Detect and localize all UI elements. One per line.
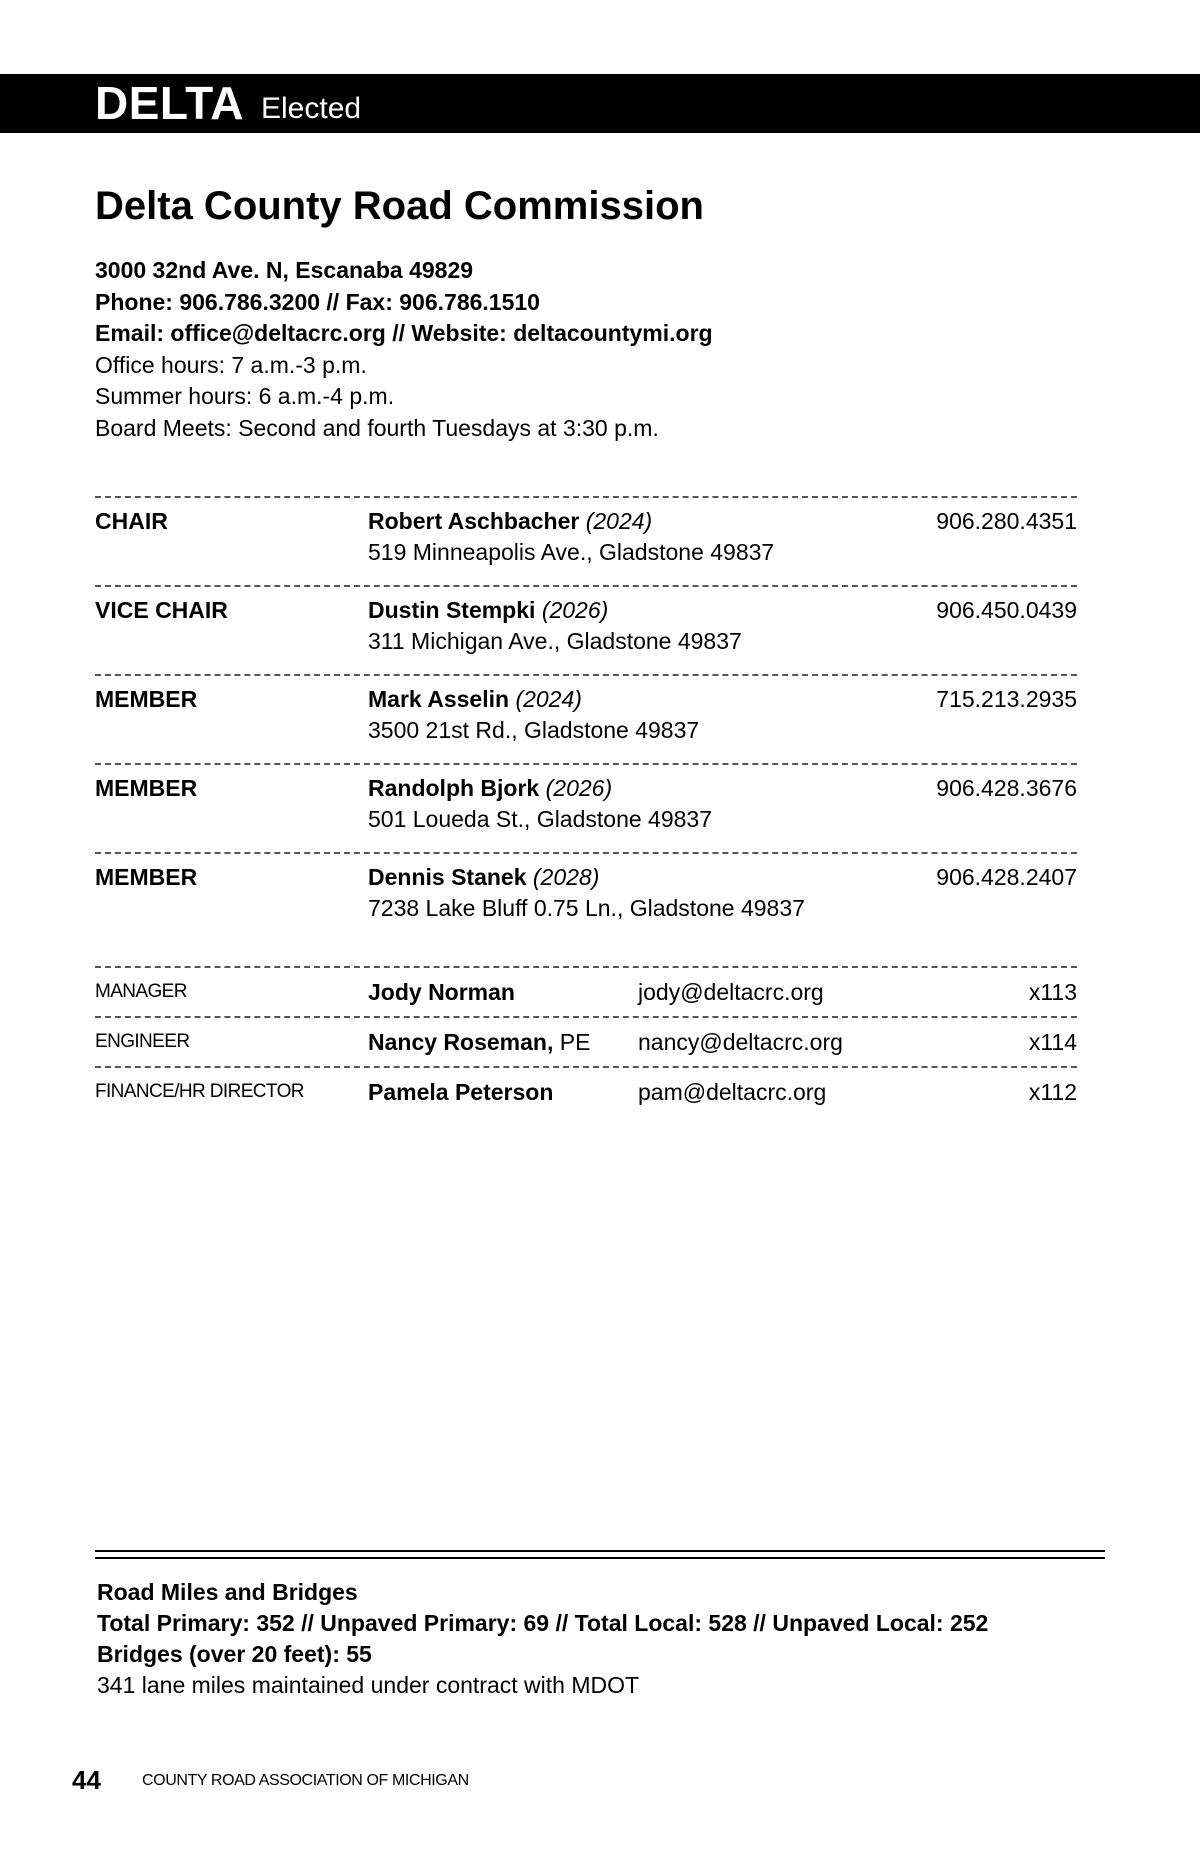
board-title: CHAIR (95, 508, 168, 534)
road-miles-totals: Total Primary: 352 // Unpaved Primary: 69 // Total Local: 528 // Unpaved Local: 252 (97, 1610, 989, 1636)
board-member-phone: 906.450.0439 (936, 597, 1077, 623)
board-member-row (95, 773, 1077, 843)
divider (95, 496, 1077, 498)
board-member-row (95, 862, 1077, 932)
board-member-address: 519 Minneapolis Ave., Gladstone 49837 (368, 539, 775, 565)
staff-extension: x113 (1028, 979, 1077, 1005)
divider (95, 966, 1077, 968)
board-member-address: 7238 Lake Bluff 0.75 Ln., Gladstone 49837 (368, 895, 805, 921)
board-title: MEMBER (95, 864, 198, 890)
divider (95, 585, 1077, 587)
board-member-address: 501 Loueda St., Gladstone 49837 (368, 806, 713, 832)
bridges-count: Bridges (over 20 feet): 55 (97, 1641, 372, 1667)
road-miles-heading: Road Miles and Bridges (97, 1579, 358, 1605)
org-phone-fax: Phone: 906.786.3200 // Fax: 906.786.1510 (95, 288, 540, 315)
org-board-meets: Board Meets: Second and fourth Tuesdays at 3:30 p.m. (95, 414, 659, 441)
board-member-row (95, 506, 1077, 576)
term-year: (2028) (532, 864, 600, 890)
board-member-name: Dustin Stempki (2026) (368, 597, 609, 623)
staff-name: Nancy Roseman, PE (368, 1029, 591, 1055)
board-member-name: Robert Aschbacher (2024) (368, 508, 653, 534)
board-member-name: Randolph Bjork (2026) (368, 775, 613, 801)
divider (95, 674, 1077, 676)
board-member-address: 311 Michigan Ave., Gladstone 49837 (368, 628, 742, 654)
org-address: 3000 32nd Ave. N, Escanaba 49829 (95, 257, 474, 283)
board-title: MEMBER (95, 775, 198, 801)
org-office-hours: Office hours: 7 a.m.-3 p.m. (95, 351, 367, 378)
divider (95, 763, 1077, 765)
county-name: DELTA (95, 77, 244, 129)
lane-miles-note: 341 lane miles maintained under contract with MDOT (97, 1672, 640, 1698)
section-rule (95, 1550, 1105, 1552)
staff-title: FINANCE/HR DIRECTOR (95, 1081, 304, 1102)
term-year: (2026) (545, 775, 613, 801)
board-member-row (95, 684, 1077, 754)
page-number: 44 (72, 1765, 101, 1795)
staff-name: Pamela Peterson (368, 1079, 554, 1105)
staff-email-link[interactable]: pam@deltacrc.org (638, 1079, 827, 1105)
staff-title: MANAGER (95, 981, 187, 1002)
board-member-address: 3500 21st Rd., Gladstone 49837 (368, 717, 700, 743)
staff-credential: PE (553, 1029, 591, 1055)
org-summer-hours: Summer hours: 6 a.m.-4 p.m. (95, 383, 395, 409)
staff-row (95, 975, 1077, 1009)
board-member-phone: 906.428.2407 (936, 864, 1077, 890)
board-title: MEMBER (95, 686, 198, 712)
board-member-row (95, 595, 1077, 665)
staff-row (95, 1075, 1077, 1109)
publication-name: COUNTY ROAD ASSOCIATION OF MICHIGAN (142, 1772, 469, 1789)
staff-extension: x112 (1028, 1079, 1077, 1105)
term-year: (2024) (515, 686, 582, 712)
staff-row (95, 1025, 1077, 1059)
page-title: Delta County Road Commission (95, 184, 704, 228)
term-year: (2026) (541, 597, 609, 623)
road-miles-section (97, 1577, 988, 1701)
term-year: (2024) (585, 508, 653, 534)
section-label: Elected (261, 92, 362, 125)
staff-name: Jody Norman (368, 979, 515, 1005)
org-email-website: Email: office@deltacrc.org // Website: deltacountymi.org (95, 320, 713, 346)
org-info (95, 255, 713, 444)
staff-email-link[interactable]: nancy@deltacrc.org (638, 1029, 843, 1055)
board-member-phone: 906.428.3676 (936, 775, 1077, 801)
divider (95, 852, 1077, 854)
board-member-phone: 906.280.4351 (936, 508, 1077, 534)
board-member-name: Dennis Stanek (2028) (368, 864, 600, 890)
staff-email-link[interactable]: jody@deltacrc.org (638, 979, 824, 1005)
section-rule (95, 1557, 1105, 1559)
divider (95, 1016, 1077, 1018)
board-member-name: Mark Asselin (2024) (368, 686, 582, 712)
staff-title: ENGINEER (95, 1031, 190, 1052)
board-member-phone: 715.213.2935 (936, 686, 1077, 712)
board-title: VICE CHAIR (95, 597, 228, 623)
staff-extension: x114 (1028, 1029, 1077, 1055)
section-header-bar (0, 74, 1200, 133)
divider (95, 1066, 1077, 1068)
